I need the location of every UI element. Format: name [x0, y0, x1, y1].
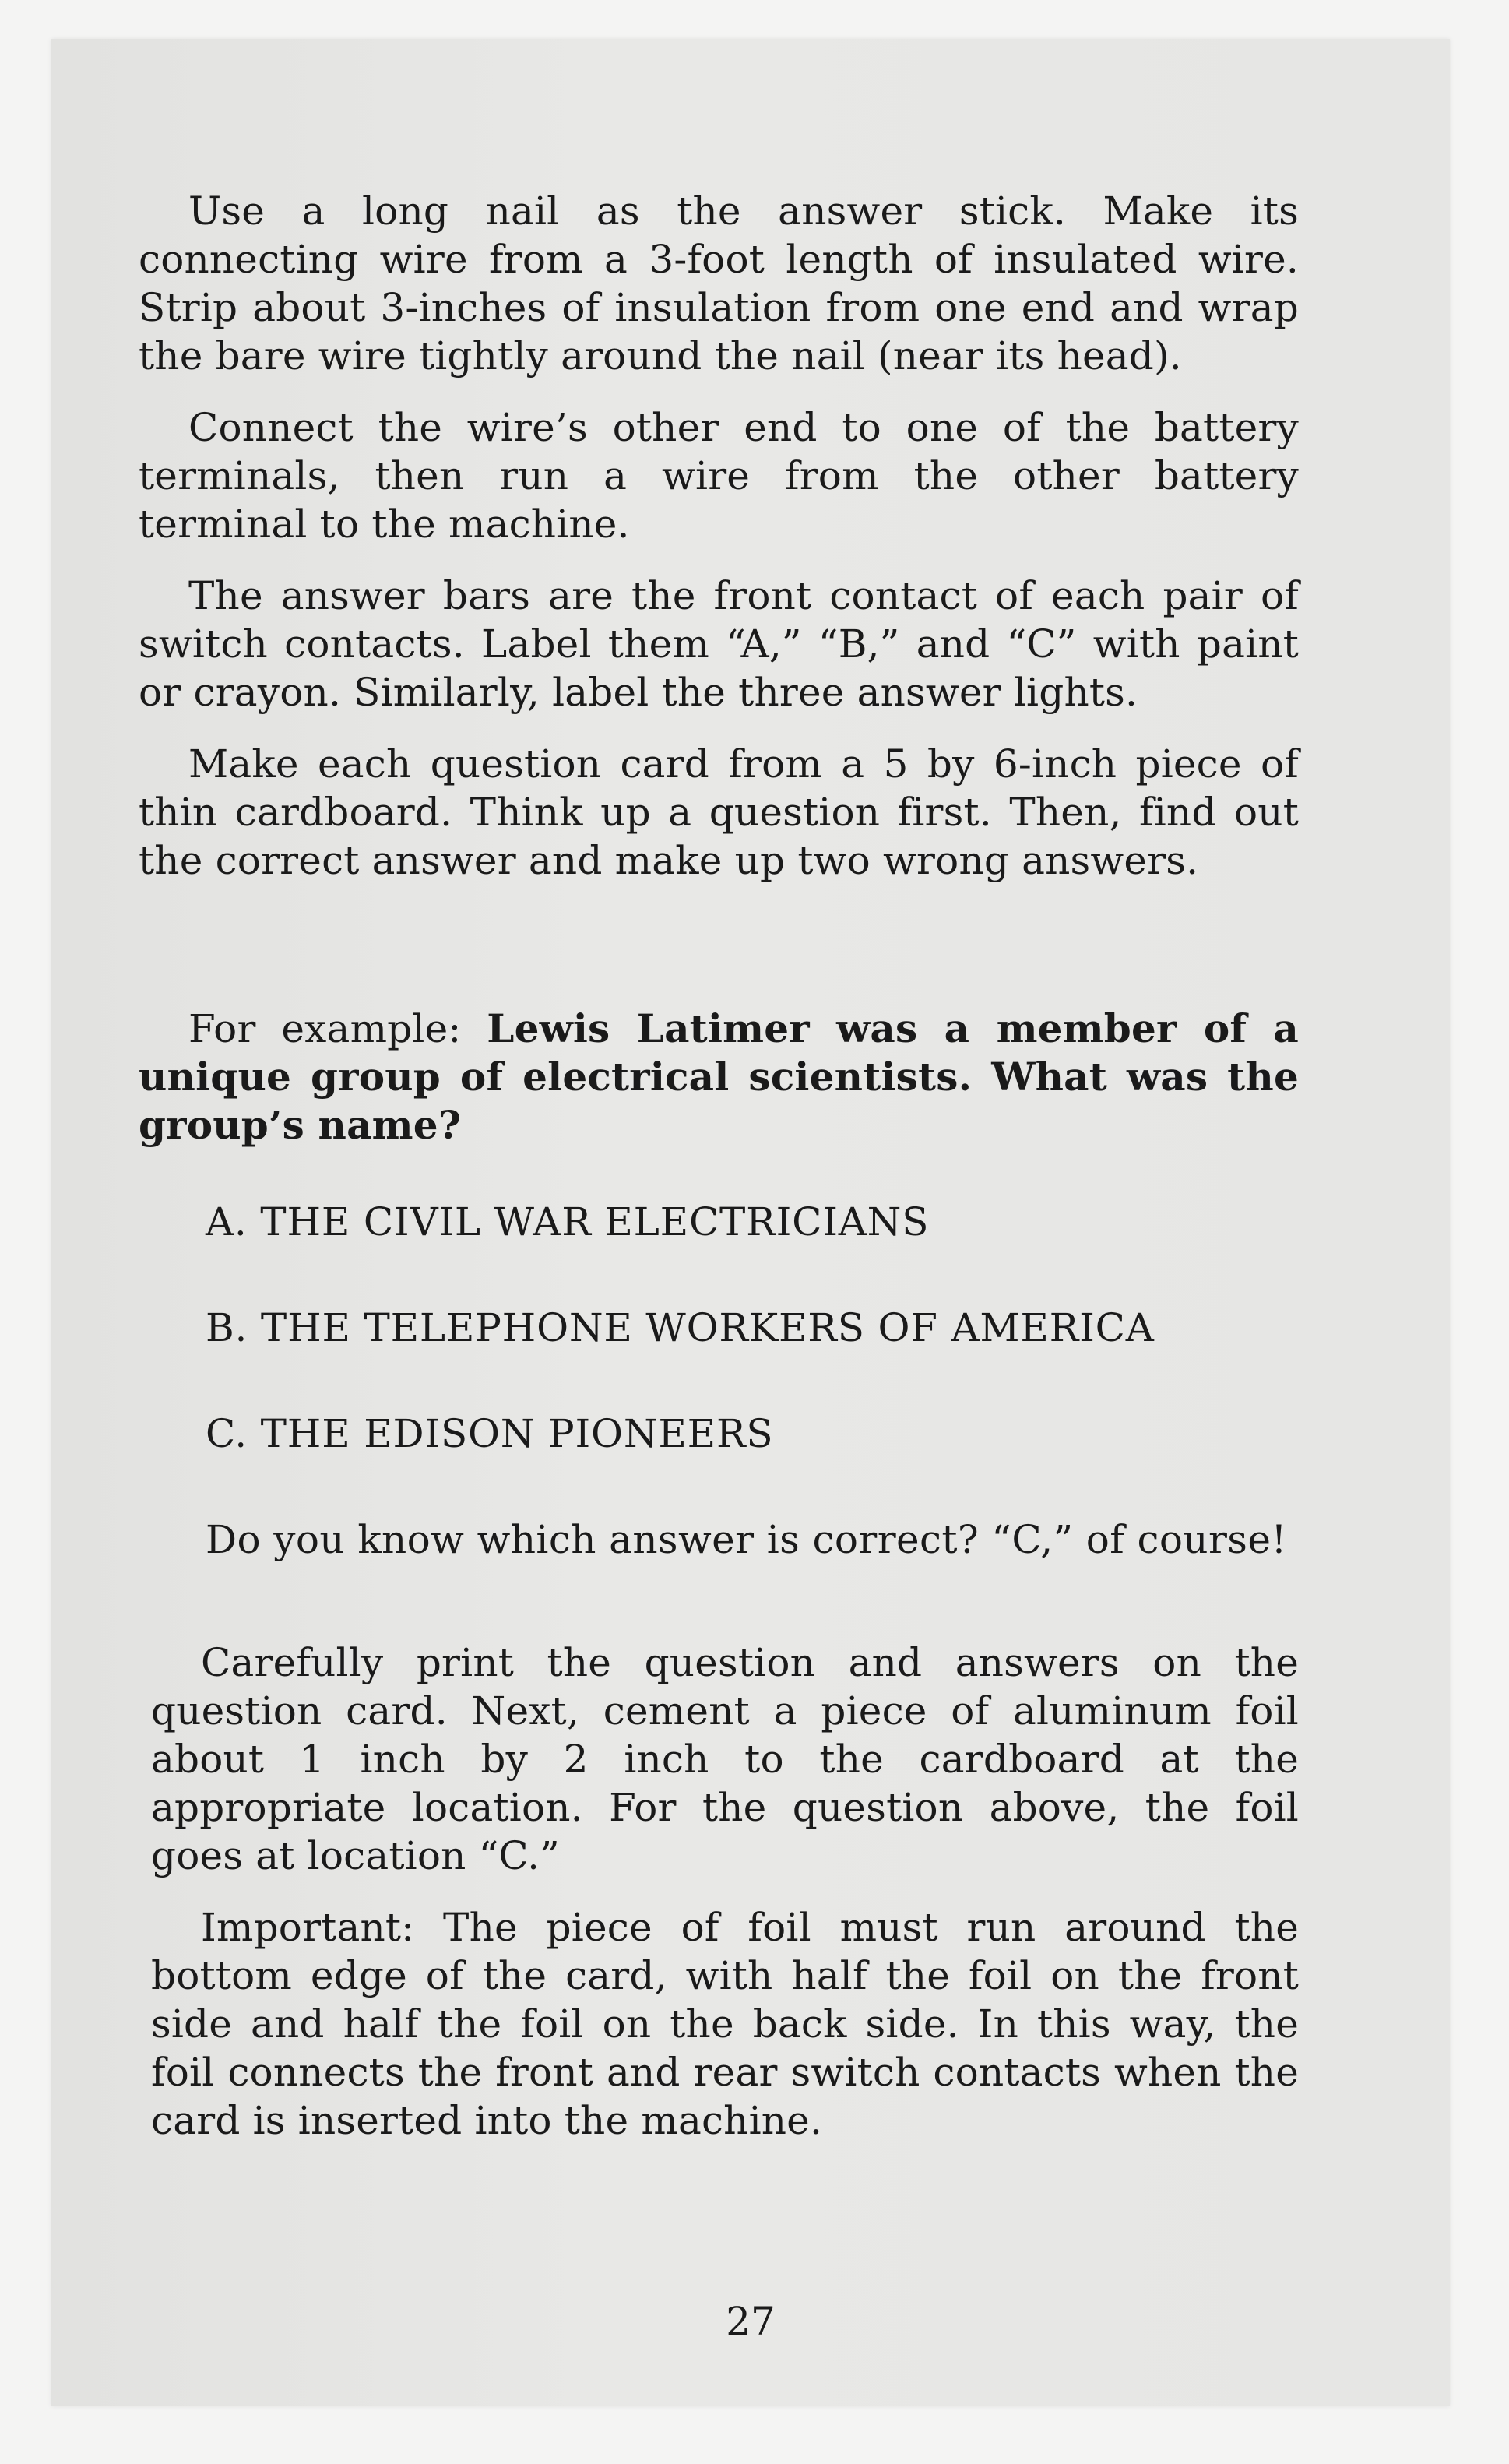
paragraph-battery-connection: Connect the wire’s other end to one of the battery terminals, then run a wire from the other battery terminal to the machine.	[139, 405, 1299, 547]
paragraph-print-card: Carefully print the question and answers on the question card. Next, cement a piece of aluminum foil about 1 inch by 2 inch to the cardboard at the appropriate location. For the question above, the foil goes at location “C.”	[151, 1640, 1299, 1878]
example-question	[139, 1005, 1299, 1149]
answer-option-b: B. THE TELEPHONE WORKERS OF AMERICA	[206, 1305, 1155, 1350]
paragraph-answer-bars: The answer bars are the front contact of each pair of switch contacts. Label them “A,” “B,” and “C” with paint or crayon. Similarly, label the three answer lights.	[139, 573, 1299, 715]
page-number: 27	[726, 2299, 776, 2344]
example-lead: For example:	[188, 1006, 487, 1051]
answer-option-a: A. THE CIVIL WAR ELECTRICIANS	[206, 1199, 930, 1244]
page-content	[139, 187, 1299, 2168]
book-page	[51, 39, 1450, 2406]
paragraph-question-card: Make each question card from a 5 by 6-inch piece of thin cardboard. Think up a question first. Then, find out the correct answer and make up two wrong answers.	[139, 741, 1299, 883]
correct-answer-note: Do you know which answer is correct? “C,” of course!	[206, 1517, 1287, 1562]
paragraph-answer-stick: Use a long nail as the answer stick. Make its connecting wire from a 3-foot length of insulated wire. Strip about 3-inches of insulation from one end and wrap the bare wire tightly around the nail (near its head).	[139, 188, 1299, 378]
example-question-text: Lewis Latimer was a member of a unique group of electrical scientists. What was the group’s name?	[139, 1005, 1300, 1148]
paragraph-important-foil: Important: The piece of foil must run around the bottom edge of the card, with half the foil on the front side and half the foil on the back side. In this way, the foil connects the front and rear switch contacts when the card is inserted into the machine.	[151, 1905, 1299, 2143]
answer-option-c: C. THE EDISON PIONEERS	[206, 1411, 774, 1456]
